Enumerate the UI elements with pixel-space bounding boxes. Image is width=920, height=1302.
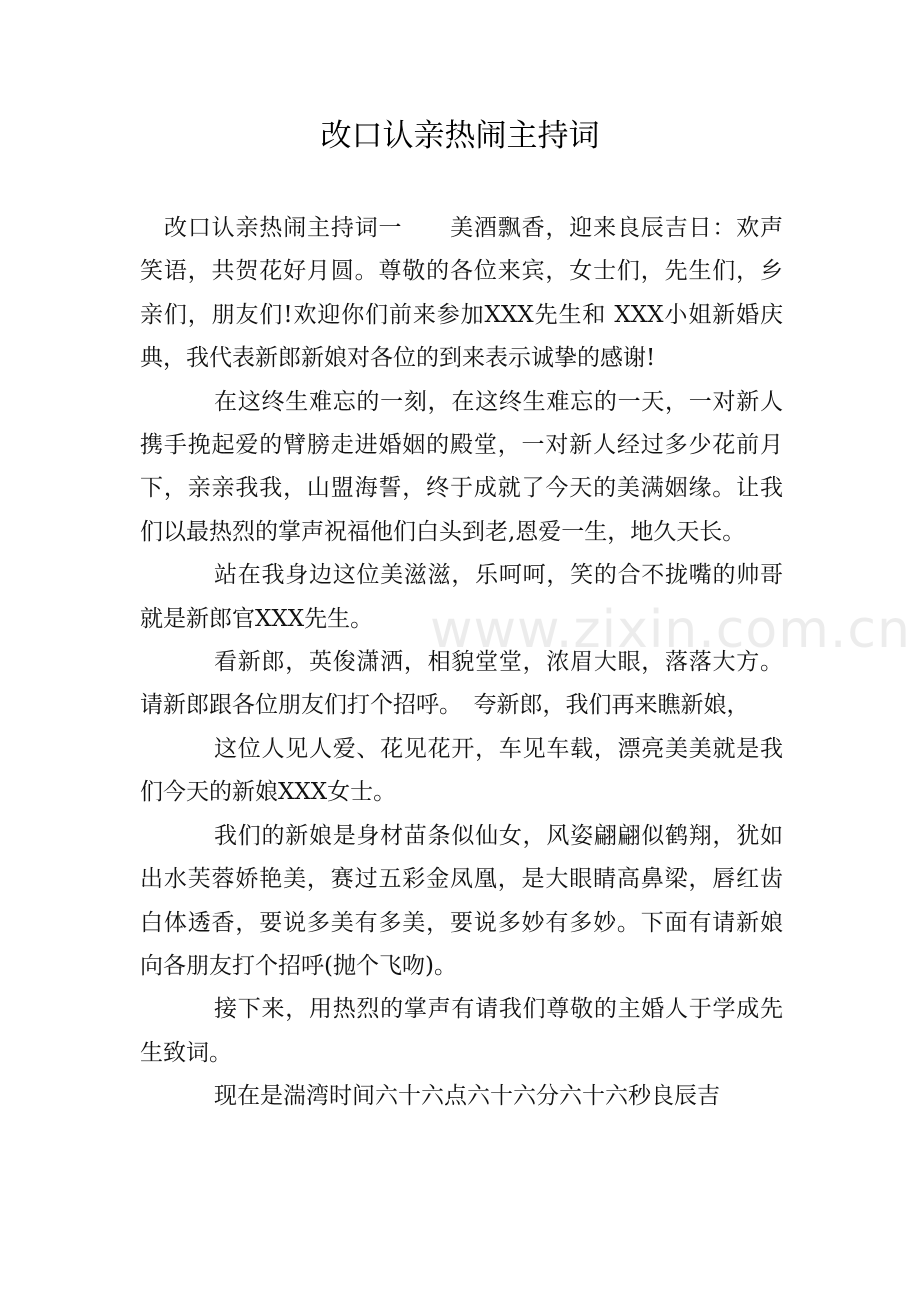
paragraph-5: 这位人见人爱、花见花开，车见车载，漂亮美美就是我们今天的新娘XXX女士。	[140, 735, 783, 806]
watermark: www.zixin.com.cn	[430, 600, 911, 660]
paragraph-2: 在这终生难忘的一刻，在这终生难忘的一天，一对新人携手挽起爱的臂膀走进婚姻的殿堂，一对新人经过多少花前月下，亲亲我我，山盟海誓，终于成就了今天的美满姻缘。让我们以最热烈的掌声祝福他们白头到老,恩爱一生，地久天长。	[140, 388, 783, 545]
paragraph-8: 现在是湍湾时间六十六点六十六分六十六秒良辰吉	[214, 1083, 720, 1110]
paragraph-3: 站在我身边这位美滋滋，乐呵呵，笑的合不拢嘴的帅哥就是新郎官XXX先生。	[140, 562, 783, 632]
document-title: 改口认亲热闹主持词	[320, 118, 600, 154]
paragraph-4: 看新郎，英俊潇洒，相貌堂堂，浓眉大眼，落落大方。请新郎跟各位朋友们打个招呼。 夸新郎，我们再来瞧新娘，	[140, 649, 783, 719]
document-body	[140, 207, 783, 1119]
paragraph-7: 接下来，用热烈的掌声有请我们尊敬的主婚人于学成先生致词。	[140, 996, 783, 1066]
paragraph-1: 改口认亲热闹主持词一 美酒飘香，迎来良辰吉日：欢声笑语，共贺花好月圆。尊敬的各位来宾，女士们，先生们，乡亲们，朋友们!欢迎你们前来参加XXX先生和 XXX小姐新婚庆典，我代表新郎新娘对各位的到来表示诚挚的感谢!	[140, 215, 783, 372]
paragraph-6: 我们的新娘是身材苗条似仙女，风姿翩翩似鹤翔，犹如出水芙蓉娇艳美，赛过五彩金凤凰，是大眼睛高鼻梁，唇红齿白体透香，要说多美有多美，要说多妙有多妙。下面有请新娘向各朋友打个招呼(抛个飞吻)。	[140, 822, 783, 979]
